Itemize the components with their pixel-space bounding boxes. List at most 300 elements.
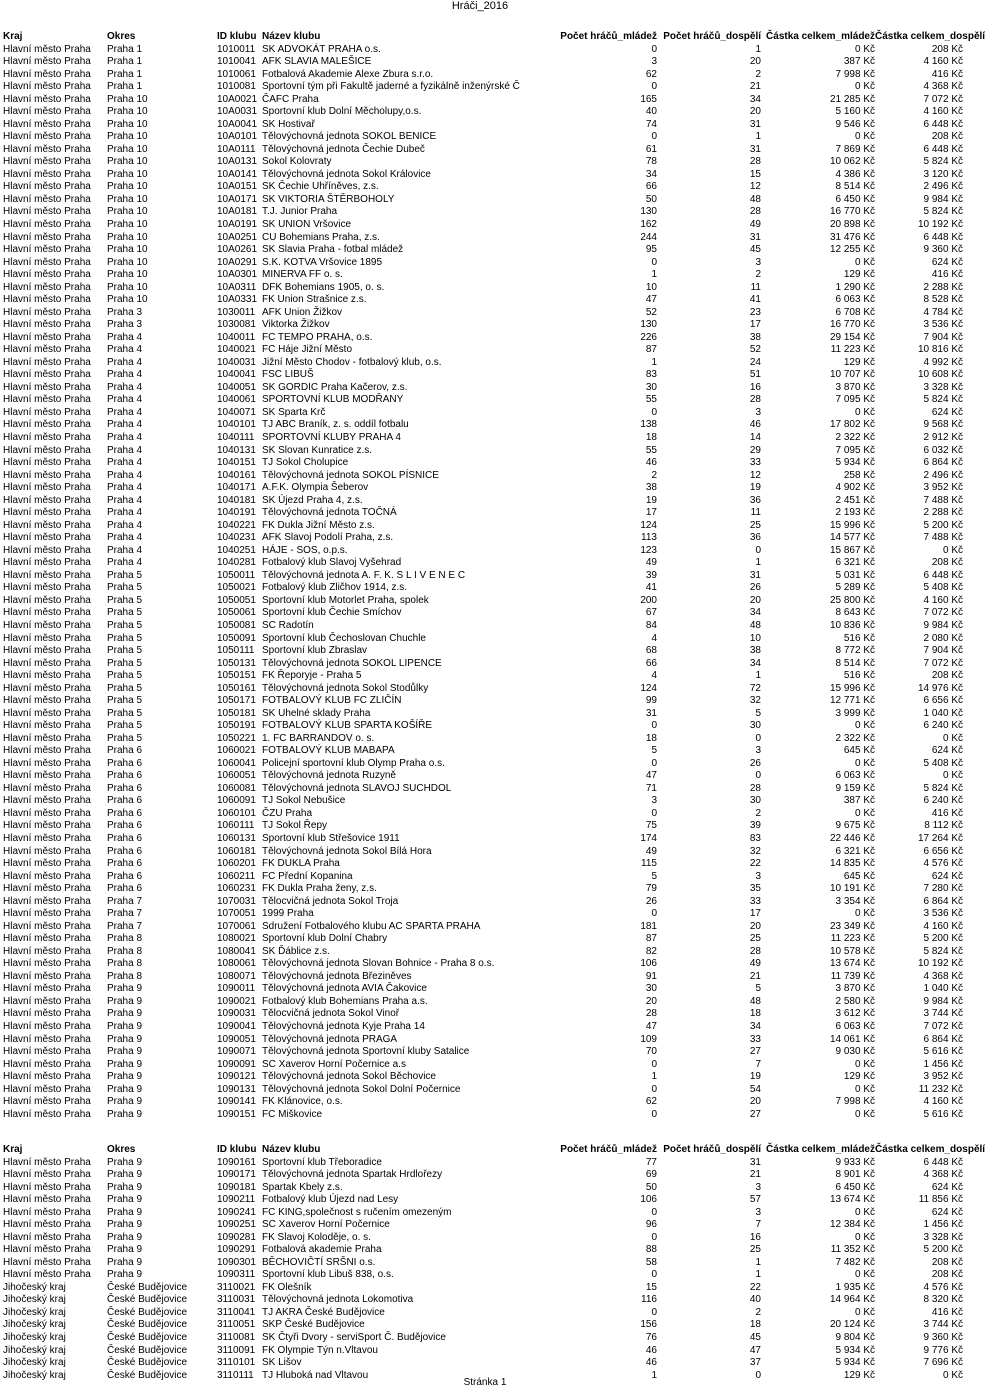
- cell-castka-dospeli: 7 280 Kč: [923, 883, 963, 895]
- cell-id-klubu: 1040111: [217, 432, 255, 443]
- cell-pocet-dospeli: 1: [755, 43, 761, 55]
- cell-kraj: Hlavní město Praha: [3, 933, 91, 945]
- cell-castka-dospeli: 6 656 Kč: [923, 695, 963, 707]
- cell-pocet-dospeli: 1: [755, 1269, 761, 1281]
- cell-okres: Praha 4: [107, 419, 143, 431]
- cell-castka-dospeli: 9 360 Kč: [923, 244, 963, 256]
- cell-castka-dospeli: 3 952 Kč: [923, 1071, 963, 1083]
- column-header-pocet-dospeli: Počet hráčů_dospělí: [663, 1144, 761, 1155]
- cell-pocet-mladez: 4: [651, 632, 657, 644]
- cell-nazev-klubu: SK VIKTORIA ŠTĚRBOHOLY: [262, 193, 395, 205]
- cell-castka-mladez: 9 159 Kč: [835, 782, 875, 794]
- cell-nazev-klubu: Tělovýchovná jednota A. F. K. S L I V E N E C: [262, 569, 466, 581]
- cell-pocet-dospeli: 33: [749, 1033, 761, 1045]
- cell-id-klubu: 1060201: [217, 858, 256, 870]
- table-row: [0, 770, 966, 783]
- cell-nazev-klubu: FOTBALOVÝ KLUB FC ZLIČÍN: [262, 695, 402, 707]
- cell-id-klubu: 1050091: [217, 632, 256, 644]
- cell-kraj: Hlavní město Praha: [3, 845, 91, 857]
- cell-id-klubu: 1090161: [217, 1156, 256, 1168]
- cell-id-klubu: 1050051: [217, 594, 256, 606]
- cell-okres: Praha 4: [107, 544, 143, 556]
- cell-castka-dospeli: 9 984 Kč: [923, 619, 963, 631]
- table-row: [0, 1169, 966, 1182]
- cell-castka-mladez: 4 386 Kč: [835, 168, 875, 180]
- cell-pocet-dospeli: 33: [749, 457, 761, 469]
- cell-nazev-klubu: Fotbalová Akademie Alexe Zbura s.r.o.: [262, 68, 434, 80]
- cell-pocet-dospeli: 2: [755, 68, 761, 80]
- cell-castka-dospeli: 208 Kč: [931, 557, 963, 569]
- cell-nazev-klubu: Tělovýchovná jednota Sokol Běchovice: [262, 1071, 436, 1083]
- cell-id-klubu: 1030081: [217, 319, 256, 331]
- cell-nazev-klubu: FC Miškovice: [262, 1108, 323, 1120]
- cell-castka-mladez: 1 935 Kč: [835, 1281, 875, 1293]
- table-row: [0, 983, 966, 996]
- cell-pocet-dospeli: 5: [755, 983, 761, 995]
- table-row: [0, 1282, 966, 1295]
- cell-kraj: Hlavní město Praha: [3, 720, 91, 732]
- table-row: [0, 206, 966, 219]
- cell-kraj: Hlavní město Praha: [3, 294, 91, 306]
- cell-nazev-klubu: TJ Sokol Cholupice: [262, 457, 349, 469]
- cell-pocet-dospeli: 26: [749, 582, 761, 594]
- cell-pocet-mladez: 55: [645, 444, 657, 456]
- cell-nazev-klubu: SKP České Budějovice: [262, 1319, 365, 1331]
- table-row: [0, 1084, 966, 1097]
- cell-id-klubu: 1050191: [217, 720, 256, 732]
- cell-castka-dospeli: 2 080 Kč: [923, 632, 963, 644]
- cell-okres: Praha 9: [107, 1219, 143, 1231]
- cell-id-klubu: 10A0141: [217, 168, 258, 180]
- cell-id-klubu: 1060091: [217, 795, 256, 807]
- cell-kraj: Hlavní město Praha: [3, 306, 91, 318]
- cell-pocet-dospeli: 48: [749, 995, 761, 1007]
- cell-nazev-klubu: FC Přední Kopanina: [262, 870, 353, 882]
- cell-pocet-dospeli: 34: [749, 1020, 761, 1032]
- cell-pocet-dospeli: 3: [755, 745, 761, 757]
- cell-castka-mladez: 15 867 Kč: [829, 544, 875, 556]
- cell-pocet-mladez: 1: [651, 1071, 657, 1083]
- cell-pocet-mladez: 46: [645, 457, 657, 469]
- document-title: Hráči_2016: [451, 0, 509, 12]
- cell-nazev-klubu: AFK Union Žižkov: [262, 306, 343, 318]
- cell-pocet-dospeli: 51: [749, 369, 761, 381]
- cell-okres: Praha 9: [107, 983, 143, 995]
- cell-castka-mladez: 9 675 Kč: [835, 820, 875, 832]
- cell-castka-mladez: 0 Kč: [854, 908, 875, 920]
- cell-castka-mladez: 5 934 Kč: [835, 1357, 875, 1369]
- cell-id-klubu: 1030011: [217, 306, 256, 318]
- cell-pocet-mladez: 109: [640, 1033, 657, 1045]
- cell-pocet-mladez: 18: [645, 732, 657, 744]
- cell-id-klubu: 3110051: [217, 1319, 256, 1331]
- cell-pocet-dospeli: 25: [749, 933, 761, 945]
- cell-pocet-mladez: 124: [640, 519, 657, 531]
- cell-okres: Praha 10: [107, 281, 148, 293]
- cell-nazev-klubu: Tělovýchovná jednota Sokol Stodůlky: [262, 682, 429, 694]
- cell-okres: Praha 9: [107, 1020, 143, 1032]
- cell-pocet-mladez: 70: [645, 1046, 657, 1058]
- cell-id-klubu: 1060181: [217, 845, 256, 857]
- cell-pocet-dospeli: 21: [749, 1169, 761, 1181]
- table-row: [0, 282, 966, 295]
- cell-pocet-mladez: 124: [640, 682, 657, 694]
- table-row: [0, 1071, 966, 1084]
- table-row: [0, 1319, 966, 1332]
- column-header-okres: Okres: [107, 1144, 136, 1155]
- cell-id-klubu: 1090031: [217, 1008, 256, 1020]
- cell-castka-dospeli: 3 536 Kč: [923, 908, 963, 920]
- cell-pocet-mladez: 0: [651, 131, 657, 143]
- cell-nazev-klubu: Tělovýchovná jednota TOČNÁ: [262, 507, 397, 519]
- cell-castka-dospeli: 3 120 Kč: [923, 168, 963, 180]
- table-row: [0, 896, 966, 909]
- cell-pocet-dospeli: 7: [755, 1058, 761, 1070]
- cell-pocet-dospeli: 20: [749, 920, 761, 932]
- cell-nazev-klubu: TJ Sokol Nebušice: [262, 795, 346, 807]
- cell-pocet-mladez: 162: [640, 218, 657, 230]
- cell-id-klubu: 1040071: [217, 406, 256, 418]
- cell-pocet-dospeli: 5: [755, 707, 761, 719]
- cell-kraj: Hlavní město Praha: [3, 93, 91, 105]
- cell-castka-mladez: 6 063 Kč: [835, 294, 875, 306]
- cell-castka-dospeli: 5 200 Kč: [923, 519, 963, 531]
- table-row: [0, 319, 966, 332]
- cell-nazev-klubu: FK Olešník: [262, 1281, 312, 1293]
- cell-castka-mladez: 6 321 Kč: [835, 557, 875, 569]
- cell-pocet-dospeli: 1: [755, 1256, 761, 1268]
- cell-nazev-klubu: Jižní Město Chodov - fotbalový klub, o.s.: [262, 356, 442, 368]
- cell-castka-mladez: 6 063 Kč: [835, 1020, 875, 1032]
- cell-pocet-dospeli: 3: [755, 870, 761, 882]
- table-row: [0, 419, 966, 432]
- cell-castka-mladez: 12 255 Kč: [829, 244, 875, 256]
- cell-nazev-klubu: SK Čtyři Dvory - serviSport Č. Budějovice: [262, 1331, 446, 1343]
- cell-castka-mladez: 2 322 Kč: [835, 732, 875, 744]
- cell-nazev-klubu: Fotbalový klub Slavoj Vyšehrad: [262, 557, 402, 569]
- cell-pocet-dospeli: 49: [749, 218, 761, 230]
- column-header-castka-mladez: Částka celkem_mládež: [766, 31, 875, 42]
- cell-okres: Praha 5: [107, 682, 143, 694]
- cell-castka-mladez: 0 Kč: [854, 81, 875, 93]
- cell-castka-mladez: 10 578 Kč: [829, 945, 875, 957]
- cell-kraj: Jihočeský kraj: [3, 1306, 66, 1318]
- cell-id-klubu: 10A0031: [217, 106, 258, 118]
- table-row: [0, 858, 966, 871]
- table-row: [0, 1357, 966, 1370]
- cell-castka-mladez: 11 223 Kč: [830, 933, 875, 945]
- cell-castka-dospeli: 7 696 Kč: [923, 1357, 963, 1369]
- cell-castka-dospeli: 0 Kč: [942, 544, 963, 556]
- cell-castka-mladez: 6 450 Kč: [835, 193, 875, 205]
- cell-kraj: Hlavní město Praha: [3, 1206, 91, 1218]
- cell-pocet-mladez: 69: [645, 1169, 657, 1181]
- cell-id-klubu: 1060041: [217, 757, 256, 769]
- cell-okres: Praha 5: [107, 594, 143, 606]
- table-row: [0, 946, 966, 959]
- cell-okres: Praha 10: [107, 294, 148, 306]
- cell-castka-dospeli: 3 744 Kč: [923, 1008, 963, 1020]
- cell-castka-mladez: 8 514 Kč: [835, 181, 875, 193]
- cell-pocet-dospeli: 36: [749, 494, 761, 506]
- cell-id-klubu: 10A0101: [217, 131, 258, 143]
- cell-castka-dospeli: 624 Kč: [931, 745, 963, 757]
- cell-id-klubu: 1040101: [217, 419, 256, 431]
- cell-castka-mladez: 22 446 Kč: [829, 833, 875, 844]
- cell-okres: Praha 4: [107, 532, 143, 544]
- cell-id-klubu: 1050061: [217, 607, 256, 619]
- cell-okres: Praha 10: [107, 244, 148, 256]
- cell-kraj: Hlavní město Praha: [3, 319, 91, 331]
- cell-nazev-klubu: FK Olympie Týn n.Vltavou: [262, 1344, 378, 1356]
- cell-castka-mladez: 10 836 Kč: [829, 619, 875, 631]
- cell-id-klubu: 1040041: [217, 369, 256, 381]
- cell-pocet-mladez: 0: [651, 1231, 657, 1243]
- cell-pocet-dospeli: 31: [749, 118, 761, 130]
- table-row: [0, 1008, 966, 1021]
- cell-kraj: Hlavní město Praha: [3, 394, 91, 406]
- cell-pocet-mladez: 76: [645, 1331, 657, 1343]
- cell-nazev-klubu: Fotbalová akademie Praha: [262, 1244, 382, 1256]
- cell-id-klubu: 3110021: [217, 1281, 256, 1293]
- cell-okres: Praha 4: [107, 394, 143, 406]
- cell-kraj: Hlavní město Praha: [3, 444, 91, 456]
- cell-pocet-dospeli: 11: [750, 507, 761, 519]
- table-header: [0, 31, 966, 44]
- cell-okres: České Budějovice: [107, 1357, 188, 1369]
- cell-pocet-dospeli: 20: [749, 56, 761, 68]
- cell-pocet-mladez: 66: [645, 181, 657, 193]
- table-row: [0, 833, 966, 846]
- cell-nazev-klubu: Sportovní klub Třeboradice: [262, 1156, 382, 1168]
- cell-kraj: Hlavní město Praha: [3, 81, 91, 93]
- cell-kraj: Hlavní město Praha: [3, 156, 91, 168]
- cell-pocet-dospeli: 2: [755, 269, 761, 281]
- cell-castka-dospeli: 3 744 Kč: [923, 1319, 963, 1331]
- cell-pocet-mladez: 0: [651, 81, 657, 93]
- cell-pocet-dospeli: 25: [749, 1244, 761, 1256]
- cell-pocet-dospeli: 0: [755, 732, 761, 744]
- cell-id-klubu: 1080021: [217, 933, 256, 945]
- cell-kraj: Hlavní město Praha: [3, 1058, 91, 1070]
- table-row: [0, 131, 966, 144]
- cell-pocet-mladez: 99: [645, 695, 657, 707]
- cell-castka-mladez: 6 063 Kč: [835, 770, 875, 782]
- cell-okres: Praha 3: [107, 319, 143, 331]
- cell-pocet-dospeli: 30: [749, 720, 761, 732]
- cell-castka-mladez: 9 933 Kč: [835, 1156, 875, 1168]
- cell-castka-dospeli: 6 656 Kč: [923, 845, 963, 857]
- cell-castka-mladez: 0 Kč: [854, 43, 875, 55]
- cell-castka-dospeli: 10 608 Kč: [917, 369, 963, 381]
- cell-pocet-mladez: 138: [640, 419, 657, 431]
- cell-nazev-klubu: SK Čechie Uhříněves, z.s.: [262, 181, 379, 193]
- column-header-pocet-dospeli: Počet hráčů_dospělí: [663, 31, 761, 42]
- cell-id-klubu: 10A0151: [217, 181, 258, 193]
- cell-castka-mladez: 11 223 Kč: [830, 344, 875, 356]
- cell-nazev-klubu: TJ Hluboká nad Vltavou: [262, 1369, 369, 1381]
- cell-nazev-klubu: SPORTOVNÍ KLUB MODŘANY: [262, 394, 404, 406]
- cell-pocet-dospeli: 2: [755, 807, 761, 819]
- cell-nazev-klubu: SC Xaverov Horní Počernice: [262, 1219, 390, 1231]
- cell-castka-dospeli: 2 496 Kč: [923, 181, 963, 193]
- cell-castka-dospeli: 5 616 Kč: [923, 1108, 963, 1120]
- cell-pocet-mladez: 130: [640, 206, 657, 218]
- cell-nazev-klubu: Policejní sportovní klub Olymp Praha o.s.: [262, 757, 445, 769]
- cell-id-klubu: 1040281: [217, 557, 256, 569]
- cell-nazev-klubu: SK GORDIC Praha Kačerov, z.s.: [262, 381, 408, 393]
- cell-castka-mladez: 1 290 Kč: [835, 281, 875, 293]
- cell-okres: Praha 10: [107, 168, 148, 180]
- cell-castka-mladez: 15 996 Kč: [829, 519, 875, 531]
- cell-castka-mladez: 14 835 Kč: [829, 858, 875, 870]
- cell-okres: Praha 10: [107, 156, 148, 168]
- cell-castka-dospeli: 624 Kč: [931, 256, 963, 268]
- cell-nazev-klubu: Viktorka Žižkov: [262, 319, 330, 331]
- cell-castka-mladez: 20 898 Kč: [829, 218, 875, 230]
- cell-kraj: Hlavní město Praha: [3, 732, 91, 744]
- cell-pocet-dospeli: 20: [749, 106, 761, 118]
- cell-id-klubu: 1060081: [217, 782, 256, 794]
- cell-pocet-mladez: 71: [645, 782, 657, 794]
- cell-kraj: Jihočeský kraj: [3, 1369, 66, 1381]
- cell-pocet-dospeli: 38: [749, 331, 761, 343]
- cell-castka-dospeli: 624 Kč: [931, 870, 963, 882]
- cell-kraj: Hlavní město Praha: [3, 206, 91, 218]
- cell-castka-mladez: 0 Kč: [854, 1108, 875, 1120]
- cell-castka-dospeli: 208 Kč: [931, 1256, 963, 1268]
- cell-okres: Praha 5: [107, 582, 143, 594]
- cell-kraj: Hlavní město Praha: [3, 807, 91, 819]
- cell-id-klubu: 1090251: [217, 1219, 256, 1231]
- cell-pocet-dospeli: 48: [749, 193, 761, 205]
- cell-pocet-mladez: 66: [645, 657, 657, 669]
- cell-nazev-klubu: Tělovýchovná jednota SOKOL BENICE: [262, 131, 437, 143]
- cell-kraj: Jihočeský kraj: [3, 1344, 66, 1356]
- column-header-pocet-mladez: Počet hráčů_mládež: [560, 31, 657, 42]
- cell-kraj: Hlavní město Praha: [3, 519, 91, 531]
- cell-castka-dospeli: 6 448 Kč: [923, 569, 963, 581]
- table-row: [0, 971, 966, 984]
- cell-okres: Praha 9: [107, 1033, 143, 1045]
- cell-id-klubu: 1010011: [217, 43, 256, 55]
- cell-castka-mladez: 0 Kč: [854, 1231, 875, 1243]
- cell-kraj: Hlavní město Praha: [3, 256, 91, 268]
- cell-castka-mladez: 9 804 Kč: [835, 1331, 875, 1343]
- cell-id-klubu: 1090281: [217, 1231, 256, 1243]
- cell-pocet-dospeli: 41: [749, 294, 761, 306]
- cell-nazev-klubu: Tělocvičná jednota Sokol Troja: [262, 895, 399, 907]
- cell-okres: Praha 9: [107, 1269, 143, 1281]
- cell-nazev-klubu: Tělovýchovná jednota SOKOL LIPENCE: [262, 657, 442, 669]
- cell-okres: Praha 9: [107, 1194, 143, 1206]
- cell-id-klubu: 1090091: [217, 1058, 256, 1070]
- cell-castka-dospeli: 208 Kč: [931, 43, 963, 55]
- cell-nazev-klubu: ČZU Praha: [262, 807, 313, 819]
- cell-id-klubu: 10A0111: [217, 143, 256, 155]
- cell-pocet-dospeli: 34: [749, 657, 761, 669]
- cell-okres: Praha 6: [107, 795, 143, 807]
- cell-id-klubu: 1090011: [217, 983, 256, 995]
- cell-id-klubu: 1090121: [217, 1071, 256, 1083]
- cell-pocet-mladez: 0: [651, 406, 657, 418]
- cell-pocet-mladez: 0: [651, 1083, 657, 1095]
- column-header-okres: Okres: [107, 31, 136, 42]
- table-row: [0, 232, 966, 245]
- cell-okres: Praha 1: [107, 81, 143, 93]
- cell-pocet-dospeli: 32: [749, 695, 761, 707]
- cell-kraj: Hlavní město Praha: [3, 231, 91, 243]
- cell-castka-mladez: 7 482 Kč: [835, 1256, 875, 1268]
- cell-pocet-dospeli: 3: [755, 1206, 761, 1218]
- cell-okres: Praha 9: [107, 1008, 143, 1020]
- cell-pocet-mladez: 1: [651, 1369, 657, 1381]
- cell-okres: Praha 7: [107, 895, 143, 907]
- table-row: [0, 795, 966, 808]
- cell-pocet-dospeli: 0: [755, 1369, 761, 1381]
- cell-pocet-mladez: 1: [651, 356, 657, 368]
- cell-kraj: Hlavní město Praha: [3, 369, 91, 381]
- table-row: [0, 645, 966, 658]
- cell-pocet-mladez: 88: [645, 1244, 657, 1256]
- cell-castka-mladez: 387 Kč: [843, 795, 875, 807]
- table-row: [0, 1096, 966, 1109]
- cell-castka-mladez: 0 Kč: [854, 1206, 875, 1218]
- table-row: [0, 683, 966, 696]
- table-row: [0, 257, 966, 270]
- cell-id-klubu: 1040221: [217, 519, 256, 531]
- cell-okres: Praha 1: [107, 43, 143, 55]
- cell-castka-mladez: 516 Kč: [843, 670, 875, 682]
- cell-id-klubu: 1090041: [217, 1020, 256, 1032]
- cell-nazev-klubu: Tělovýchovná jednota SLAVOJ SUCHDOL: [262, 782, 452, 794]
- cell-castka-dospeli: 0 Kč: [942, 770, 963, 782]
- cell-castka-dospeli: 6 032 Kč: [923, 444, 963, 456]
- cell-kraj: Jihočeský kraj: [3, 1294, 66, 1306]
- cell-id-klubu: 1050021: [217, 582, 256, 594]
- cell-kraj: Hlavní město Praha: [3, 356, 91, 368]
- cell-pocet-dospeli: 45: [749, 244, 761, 256]
- table-row: [0, 557, 966, 570]
- cell-id-klubu: 1060101: [217, 807, 256, 819]
- cell-okres: Praha 6: [107, 845, 143, 857]
- cell-okres: Praha 8: [107, 958, 143, 970]
- cell-nazev-klubu: Sportovní tým při Fakultě jaderné a fyzikálně inženýrské Č: [262, 81, 520, 93]
- cell-kraj: Hlavní město Praha: [3, 1020, 91, 1032]
- cell-castka-mladez: 387 Kč: [843, 56, 875, 68]
- cell-id-klubu: 1050181: [217, 707, 256, 719]
- cell-castka-dospeli: 3 536 Kč: [923, 319, 963, 331]
- cell-castka-mladez: 129 Kč: [843, 356, 875, 368]
- cell-castka-mladez: 0 Kč: [854, 720, 875, 732]
- cell-kraj: Hlavní město Praha: [3, 795, 91, 807]
- cell-castka-dospeli: 2 912 Kč: [923, 432, 963, 443]
- cell-okres: Praha 9: [107, 1071, 143, 1083]
- cell-kraj: Hlavní město Praha: [3, 695, 91, 707]
- cell-id-klubu: 10A0191: [217, 218, 258, 230]
- cell-castka-dospeli: 17 264 Kč: [917, 833, 963, 844]
- cell-castka-mladez: 13 674 Kč: [829, 1194, 875, 1206]
- cell-okres: Praha 5: [107, 695, 143, 707]
- cell-nazev-klubu: Spartak Kbely z.s.: [262, 1181, 343, 1193]
- cell-castka-dospeli: 4 368 Kč: [923, 970, 963, 982]
- cell-castka-mladez: 13 674 Kč: [829, 958, 875, 970]
- cell-castka-dospeli: 0 Kč: [942, 1369, 963, 1381]
- cell-castka-dospeli: 7 072 Kč: [923, 93, 963, 105]
- cell-pocet-mladez: 61: [645, 143, 657, 155]
- cell-nazev-klubu: Sokol Kolovraty: [262, 156, 332, 168]
- table-row: [0, 808, 966, 821]
